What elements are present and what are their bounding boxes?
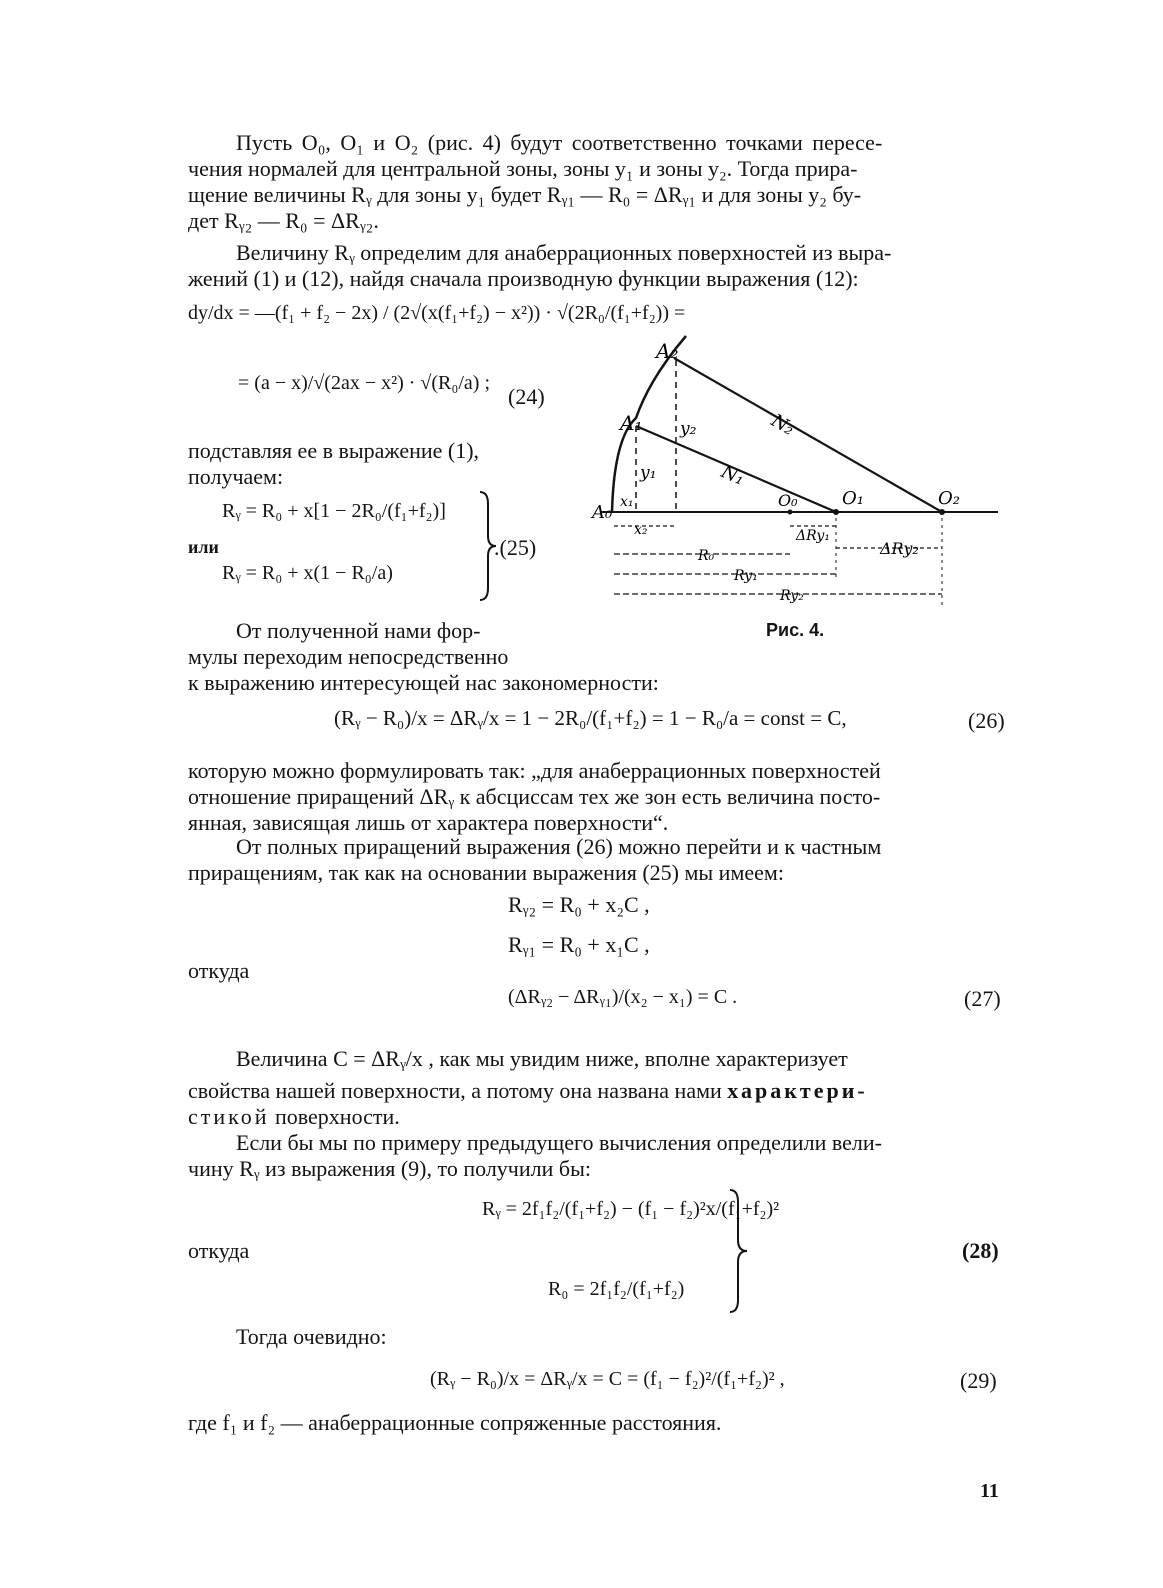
- label-dry1: ΔRy₁: [796, 528, 830, 544]
- para1-line-4: дет Rᵧ₂ — R₀ = ΔRᵧ₂.: [188, 208, 379, 233]
- label-ry1: Ry₁: [734, 568, 758, 584]
- equation-28-a: Rᵧ = 2f₁f₂/(f₁+f₂) − (f₁ − f₂)²x/(f₁+f₂)²: [482, 1198, 780, 1220]
- label-x2: x₂: [634, 522, 648, 538]
- paragraph-2: [188, 240, 1000, 292]
- label-y1: y₁: [640, 463, 657, 483]
- para7-line-2: [188, 1078, 1000, 1104]
- point-o2: [939, 509, 945, 515]
- equation-27-a: Rᵧ₂ = R₀ + x₂C ,: [508, 892, 650, 917]
- para2-line-2: жений (1) и (12), найдя сначала производную функции выражения (12):: [188, 266, 859, 291]
- paragraph-10: где f₁ и f₂ — анаберрационные сопряженные расстояния.: [188, 1410, 722, 1435]
- paragraph-1: [188, 130, 1000, 234]
- paragraph-9: Тогда очевидно:: [236, 1324, 387, 1349]
- label-a2: A₂: [656, 339, 679, 363]
- equation-28-brace: [728, 1188, 750, 1314]
- equation-24-number: (24): [508, 384, 545, 409]
- para7-line-2-text: свойства нашей поверхности, а потому она названа нами: [188, 1078, 722, 1103]
- para7-line-1: Величина C = ΔRᵧ/x , как мы увидим ниже, вполне характеризует: [236, 1046, 848, 1071]
- para3-line-1: подставляя ее в выражение (1),: [188, 438, 480, 463]
- equation-27-number: (27): [964, 986, 1001, 1011]
- para4-line-2: мулы переходим непосредственно: [188, 644, 509, 669]
- equation-26: (Rᵧ − R₀)/x = ΔRᵧ/x = 1 − 2R₀/(f₁+f₂) = 1 − R₀/a = const = C,: [334, 706, 847, 730]
- point-o1: [833, 509, 839, 515]
- normal-n2-line: [674, 358, 942, 512]
- para5-line-1: которую можно формулировать так: „для анаберрационных поверхностей: [188, 758, 881, 783]
- otkuda-label-1: откуда: [188, 958, 250, 983]
- para7-line-3-text: поверхности.: [275, 1104, 400, 1129]
- label-n1: N₁: [718, 461, 748, 490]
- equation-24-line-1: dy/dx = —(f₁ + f₂ − 2x) / (2√(x(f₁+f₂) − x²)) · √(2R₀/(f₁+f₂)) =: [188, 302, 686, 324]
- equation-27-b: Rᵧ₁ = R₀ + x₁C ,: [508, 932, 650, 957]
- label-o0: O₀: [778, 491, 798, 510]
- equation-25-or: или: [188, 537, 219, 557]
- label-a0: A₀: [592, 502, 613, 523]
- para4-line-1: От полученной нами фор-: [236, 618, 481, 643]
- paragraph-8: [188, 1130, 1000, 1182]
- figure-4: [590, 318, 1010, 638]
- equation-25-a: Rᵧ = R₀ + x[1 − 2R₀/(f₁+f₂)]: [222, 500, 446, 522]
- equation-24-line-2: = (a − x)/√(2ax − x²) · √(R₀/a) ;: [238, 372, 491, 394]
- para1-line-1: Пусть O₀, O₁ и O₂ (рис. 4) будут соответственно точками пересе-: [236, 130, 883, 155]
- para1-line-3: щение величины Rᵧ для зоны y₁ будет Rᵧ₁ — R₀ = ΔRᵧ₁ и для зоны y₂ бу-: [188, 182, 862, 207]
- para5-line-3: янная, зависящая лишь от характера поверхности“.: [188, 810, 669, 835]
- label-o2: O₂: [938, 488, 960, 509]
- paragraph-4: [188, 618, 748, 696]
- para6-line-2: приращениям, так как на основании выражения (25) мы имеем:: [188, 860, 784, 885]
- page-number: 11: [980, 1480, 999, 1502]
- para1-line-2: чения нормалей для центральной зоны, зоны y₁ и зоны y₂. Тогда прира-: [188, 156, 858, 181]
- equation-26-number: (26): [968, 708, 1005, 733]
- label-dry2: ΔRy₂: [880, 539, 919, 558]
- label-ry2: Ry₂: [780, 588, 804, 604]
- equation-28-b: R₀ = 2f₁f₂/(f₁+f₂): [548, 1278, 685, 1300]
- para7-spaced-1: характери-: [727, 1078, 868, 1103]
- label-a1: A₁: [620, 411, 643, 435]
- paragraph-5: [188, 758, 1000, 836]
- para7-spaced-2: стикой: [188, 1104, 270, 1129]
- para5-line-2: отношение приращений ΔRᵧ к абсциссам тех же зон есть величина посто-: [188, 784, 881, 809]
- para6-line-1: От полных приращений выражения (26) можно перейти и к частным: [236, 834, 882, 859]
- para2-line-1: Величину Rᵧ определим для анаберрационных поверхностей из выра-: [236, 240, 892, 265]
- para7-line-3: [188, 1104, 1000, 1130]
- label-y2: y₂: [680, 419, 697, 439]
- point-o0: [788, 510, 793, 515]
- paragraph-6: [188, 834, 1000, 886]
- paragraph-7: [188, 1046, 1000, 1130]
- equation-27-c: (ΔRᵧ₂ − ΔRᵧ₁)/(x₂ − x₁) = C .: [508, 986, 738, 1008]
- para8-line-1: Если бы мы по примеру предыдущего вычисления определили вели-: [236, 1130, 882, 1155]
- equation-25-number: .(25): [494, 535, 537, 560]
- paragraph-3: [188, 438, 558, 490]
- label-x1: x₁: [620, 494, 634, 510]
- equation-25-b: Rᵧ = R₀ + x(1 − R₀/a): [222, 562, 393, 584]
- equation-29-number: (29): [960, 1368, 997, 1393]
- otkuda-label-2: откуда: [188, 1238, 250, 1263]
- figure-caption: Рис. 4.: [766, 620, 825, 640]
- label-n2: N₂: [767, 410, 798, 440]
- para4-line-3: к выражению интересующей нас закономерности:: [188, 670, 659, 695]
- equation-29: (Rᵧ − R₀)/x = ΔRᵧ/x = C = (f₁ − f₂)²/(f₁+f₂)² ,: [430, 1368, 785, 1390]
- para8-line-2: чину Rᵧ из выражения (9), то получили бы:: [188, 1156, 591, 1181]
- label-o1: O₁: [842, 488, 864, 509]
- equation-28-number: (28): [962, 1238, 999, 1263]
- label-r0: R₀: [698, 548, 715, 564]
- para3-line-2: получаем:: [188, 464, 284, 489]
